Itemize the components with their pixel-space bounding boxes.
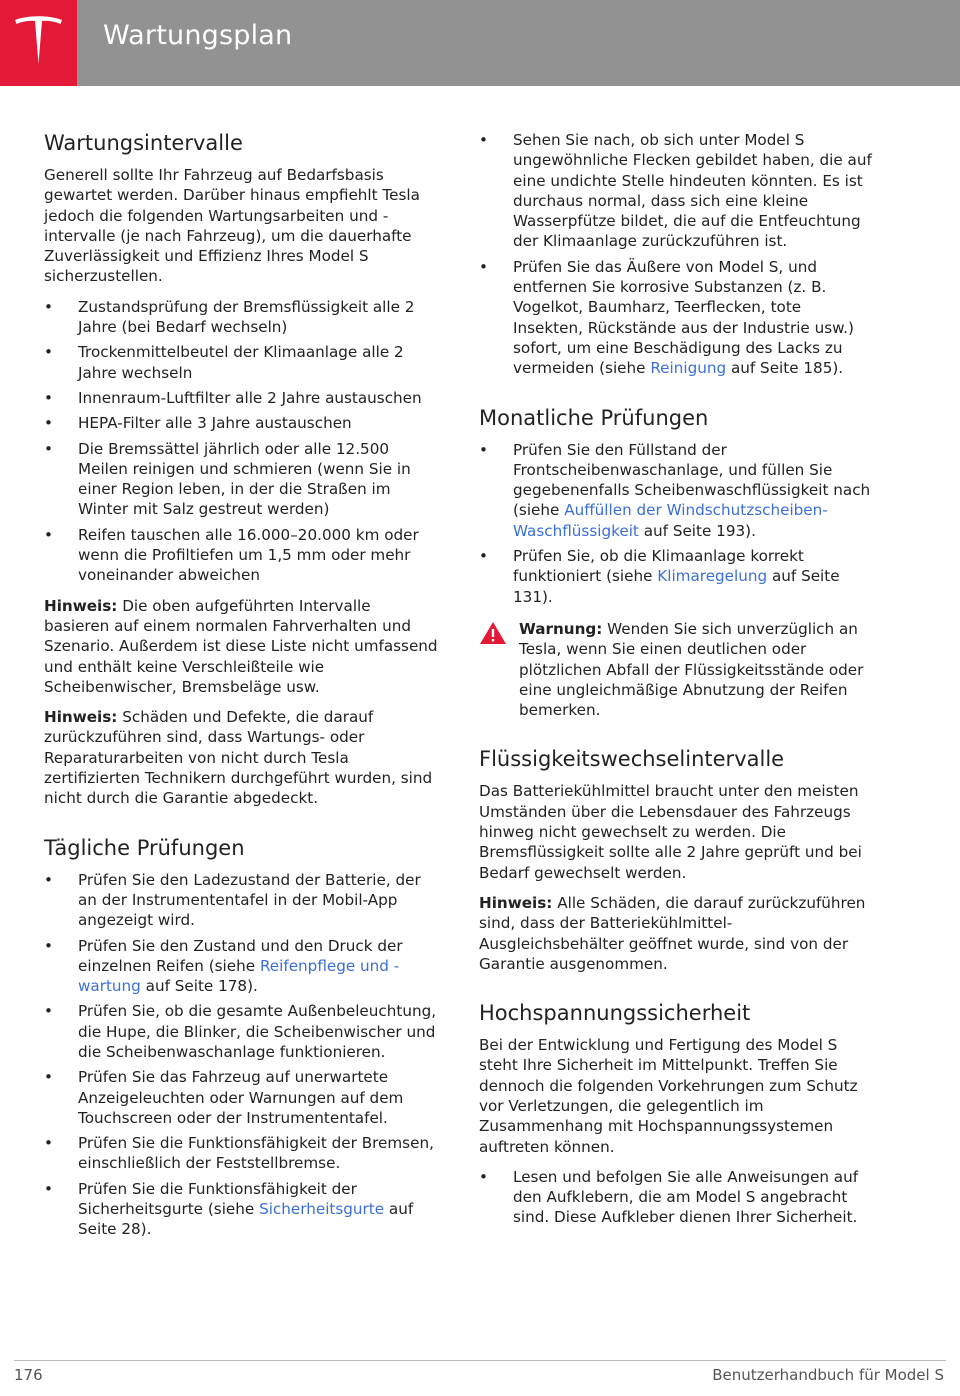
text: Prüfen Sie das Äußere von Model S, und entfernen Sie korrosive Substanzen (z. B. Vogelkot, Baumharz, Teerflecken, tote Insekten, Rückstände aus der Industrie usw.) sofort, um eine Beschädigung des Lacks zu vermeiden (siehe [513,257,854,378]
warning-icon [479,621,507,645]
list-item: • Trockenmittelbeutel der Klimaanlage alle 2 Jahre wechseln [44,342,439,383]
link-washer-fluid[interactable]: Auffüllen der Windschutzscheiben-Waschflüssigkeit [513,501,828,540]
page-header [0,0,960,86]
link-tire-care[interactable]: Reifenpflege und -wartung [78,956,400,996]
note-text: Schäden und Defekte, die darauf zurückzuführen sind, dass Wartungs- oder Reparaturarbeiten von nicht durch Tesla zertifizierten Technikern durchgeführt wurden, sind nicht durch die Garantie abgedeckt. [44,708,433,808]
text: Prüfen Sie die Funktionsfähigkeit der Sicherheitsgurte (siehe [78,1179,357,1219]
note [44,707,439,808]
list-item [44,936,439,997]
maintenance-list [44,297,439,586]
paragraph: Bei der Entwicklung und Fertigung des Model S steht Ihre Sicherheit im Mittelpunkt. Treffen Sie dennoch die folgenden Vorkehrungen zum Schutz vor Verletzungen, die gelegentlich im Zusammenhang mit Hochspannungssystemen auftreten können. [479,1036,858,1156]
section-heading-high-voltage-safety: Hochspannungssicherheit [479,1001,751,1026]
note-text: Alle Schäden, die darauf zurückzuführen sind, dass der Batteriekühlmittel-Ausgleichsbehälter geöffnet wurde, sind von der Garantie ausgenommen. [479,893,866,973]
warning-box [479,619,874,720]
daily-checks-list-continued [479,130,874,379]
list-item: • Reifen tauschen alle 16.000–20.000 km oder wenn die Profiltiefen um 1,5 mm oder mehr voneinander abweichen [44,525,439,586]
text: auf Seite 28). [78,1200,414,1239]
note-text: Die oben aufgeführten Intervalle basieren auf einem normalen Fahrverhalten und Szenario. Außerdem ist diese Liste nicht umfassend und enthält keine Verschleißteile wie Scheibenwischer, Bremsbeläge usw. [44,596,438,696]
link-cleaning[interactable]: Reinigung [650,359,727,378]
section-heading-maintenance-intervals: Wartungsintervalle [44,131,243,155]
high-voltage-list [479,1167,874,1228]
text: auf Seite 185). [726,359,844,378]
note-label: Hinweis: [44,596,118,615]
list-item: • Prüfen Sie den Ladezustand der Batterie, der an der Instrumententafel in der Mobil-App angezeigt wird. [44,870,439,931]
list-item: • Innenraum-Luftfilter alle 2 Jahre austauschen [44,388,439,408]
link-climate-control[interactable]: Klimaregelung [657,567,768,586]
list-item: • Sehen Sie nach, ob sich unter Model S ungewöhnliche Flecken gebildet haben, die auf eine undichte Stelle hindeuten könnten. Es ist durchaus normal, dass sich eine kleine Wasserpfütze bildet, die auf die Entfeuchtung der Klimaanlage zurückzuführen ist. [479,130,874,252]
paragraph: Generell sollte Ihr Fahrzeug auf Bedarfsbasis gewartet werden. Darüber hinaus empfiehlt Tesla jedoch die folgenden Wartungsarbeiten und -intervalle (je nach Fahrzeug), um die dauerhafte Zuverlässigkeit und Effizienz Ihres Model S sicherzustellen. [44,166,420,286]
list-item: • Die Bremssättel jährlich oder alle 12.500 Meilen reinigen und schmieren (wenn Sie in einer Region leben, in der die Straßen im Winter mit Salz gestreut werden) [44,439,439,520]
daily-checks-list [44,870,439,1240]
list-item [479,440,874,541]
brand-logo-box [0,0,77,86]
list-item: • HEPA-Filter alle 3 Jahre austauschen [44,413,439,433]
text: Prüfen Sie den Zustand und den Druck der einzelnen Reifen (siehe [78,936,403,975]
list-item [44,1179,439,1240]
note-label: Hinweis: [479,893,553,912]
list-item: • Prüfen Sie die Funktionsfähigkeit der Bremsen, einschließlich der Feststellbremse. [44,1133,439,1174]
footer-doc-title: Benutzerhandbuch für Model S [712,1366,944,1384]
note [479,893,874,974]
tesla-logo-icon [13,16,64,68]
text: Prüfen Sie den Füllstand der Frontscheibenwaschanlage, und füllen Sie gegebenenfalls Scheibenwaschflüssigkeit nach (siehe [513,440,871,520]
list-item [479,257,874,379]
text: auf Seite 178). [140,977,258,996]
monthly-checks-list [479,440,874,607]
footer-divider [14,1360,946,1361]
list-item: • Prüfen Sie das Fahrzeug auf unerwartete Anzeigeleuchten oder Warnungen auf dem Touchscreen oder der Instrumententafel. [44,1067,439,1128]
list-item: • Prüfen Sie, ob die gesamte Außenbeleuchtung, die Hupe, die Blinker, die Scheibenwischer und die Scheibenwaschanlage funktionieren. [44,1001,439,1062]
list-item [479,546,874,607]
note-label: Hinweis: [44,708,118,727]
right-column [479,130,874,1238]
page-title: Wartungsplan [103,20,293,51]
note [44,596,439,697]
page-number: 176 [14,1366,43,1384]
left-column [44,130,439,1250]
text: Prüfen Sie, ob die Klimaanlage korrekt funktioniert (siehe [513,547,804,586]
text: auf Seite 193). [638,521,756,540]
section-heading-fluid-intervals: Flüssigkeitswechselintervalle [479,747,785,772]
paragraph: Das Batteriekühlmittel braucht unter den meisten Umständen über die Lebensdauer des Fahrzeugs hinweg nicht gewechselt zu werden. Die Bremsflüssigkeit sollte alle 2 Jahre geprüft und bei Bedarf gewechselt werden. [479,782,862,882]
warning-label: Warnung: [519,619,603,638]
section-heading-daily-checks: Tägliche Prüfungen [44,835,245,860]
text: auf Seite 131). [513,567,840,606]
list-item: • Zustandsprüfung der Bremsflüssigkeit alle 2 Jahre (bei Bedarf wechseln) [44,297,439,338]
link-seatbelts[interactable]: Sicherheitsgurte [259,1200,385,1219]
warning-text: Wenden Sie sich unverzüglich an Tesla, wenn Sie einen deutlichen oder plötzlichen Abfall der Flüssigkeitsstände oder eine ungleichmäßige Abnutzung der Reifen bemerken. [519,619,864,720]
section-heading-monthly-checks: Monatliche Prüfungen [479,405,709,430]
list-item: • Lesen und befolgen Sie alle Anweisungen auf den Aufklebern, die am Model S angebracht sind. Diese Aufkleber dienen Ihrer Sicherheit. [479,1167,874,1228]
